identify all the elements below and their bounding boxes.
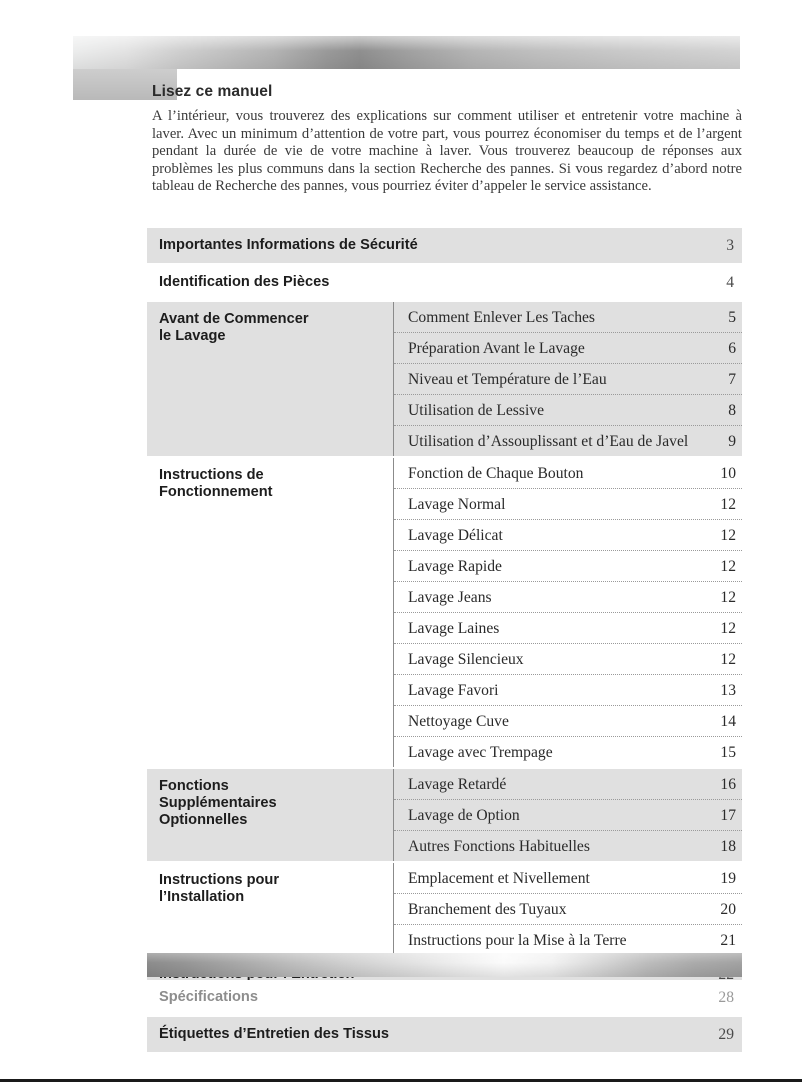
page-bottom-rule [0, 1079, 802, 1082]
toc-entry-autres-fonctions-habituelles[interactable] [394, 831, 742, 861]
toc-entry-title: Nettoyage Cuve [408, 713, 509, 730]
toc-entry-title: Lavage de Option [408, 807, 520, 824]
toc-subitem-list [393, 769, 742, 861]
intro-block [152, 83, 742, 196]
toc-entry-lavage-retarde[interactable] [394, 769, 742, 800]
toc-section-specifications[interactable] [147, 980, 742, 1015]
toc-section-label: Étiquettes d’Entretien des Tissus [159, 1026, 390, 1042]
toc-entry-page-number: 21 [720, 932, 736, 949]
toc-entry-page-number: 12 [720, 558, 736, 575]
toc-entry-page-number: 17 [720, 807, 736, 824]
toc-entry-page-number: 19 [720, 870, 736, 887]
toc-entry-lavage-jeans[interactable] [394, 582, 742, 613]
toc-section-page-number: 3 [726, 236, 734, 254]
toc-entry-page-number: 18 [720, 838, 736, 855]
toc-entry-lavage-de-option[interactable] [394, 800, 742, 831]
toc-entry-title: Lavage Laines [408, 620, 500, 637]
toc-section-label: Avant de Commencer le Lavage [159, 311, 309, 344]
toc-entry-title: Emplacement et Nivellement [408, 870, 590, 887]
toc-subitem-list [393, 458, 742, 767]
toc-section-label: Instructions de Fonctionnement [159, 467, 273, 500]
toc-entry-title: Préparation Avant le Lavage [408, 340, 585, 357]
toc-entry-title: Lavage avec Trempage [408, 744, 553, 761]
toc-section-identification-des-pieces[interactable] [147, 265, 742, 300]
toc-entry-title: Branchement des Tuyaux [408, 901, 567, 918]
toc-section-label: Importantes Informations de Sécurité [159, 237, 418, 253]
toc-entry-lavage-laines[interactable] [394, 613, 742, 644]
toc-subitem-list [393, 302, 742, 456]
toc-section-label: Fonctions Supplémentaires Optionnelles [159, 778, 277, 828]
toc-section-page-number: 4 [726, 273, 734, 291]
toc-section-label: Instructions pour l’Installation [159, 872, 279, 905]
toc-subitem-list [393, 863, 742, 955]
toc-entry-page-number: 9 [728, 433, 736, 450]
toc-entry-branchement-des-tuyaux[interactable] [394, 894, 742, 925]
toc-entry-page-number: 10 [720, 465, 736, 482]
intro-title: Lisez ce manuel [152, 83, 273, 100]
toc-entry-page-number: 14 [720, 713, 736, 730]
toc-entry-fonction-de-chaque-bouton[interactable] [394, 458, 742, 489]
toc-entry-niveau-et-temperature-de-l-eau[interactable] [394, 364, 742, 395]
toc-entry-page-number: 12 [720, 589, 736, 606]
toc-entry-page-number: 8 [728, 402, 736, 419]
toc-entry-page-number: 12 [720, 496, 736, 513]
intro-paragraph: A l’intérieur, vous trouverez des explications sur comment utiliser et entretenir votre machine à laver. Avec un minimum d’attention de votre part, vous pourrez économiser du temps et de l’argent pendant la durée de vie de votre machine à laver. Vous trouverez beaucoup de réponses aux problèmes les plus communs dans la section Recherche des pannes. Si vous regardez d’abord notre tableau de Recherche des pannes, vous pourriez éviter d’appeler le service assistance. [152, 108, 742, 195]
toc-section-etiquettes-d-entretien-des-tissus[interactable] [147, 1017, 742, 1052]
toc-entry-page-number: 6 [728, 340, 736, 357]
toc-entry-page-number: 15 [720, 744, 736, 761]
toc-entry-title: Instructions pour la Mise à la Terre [408, 932, 627, 949]
toc-entry-title: Lavage Silencieux [408, 651, 524, 668]
toc-entry-page-number: 12 [720, 620, 736, 637]
toc-entry-page-number: 5 [728, 309, 736, 326]
toc-entry-lavage-favori[interactable] [394, 675, 742, 706]
toc-entry-instructions-pour-la-mise-a-la-terre[interactable] [394, 925, 742, 955]
toc-entry-title: Lavage Retardé [408, 776, 507, 793]
toc-entry-title: Lavage Favori [408, 682, 499, 699]
toc-entry-page-number: 20 [720, 901, 736, 918]
toc-entry-lavage-rapide[interactable] [394, 551, 742, 582]
toc-entry-title: Utilisation de Lessive [408, 402, 544, 419]
toc-entry-lavage-avec-trempage[interactable] [394, 737, 742, 767]
toc-entry-nettoyage-cuve[interactable] [394, 706, 742, 737]
toc-entry-lavage-normal[interactable] [394, 489, 742, 520]
toc-entry-title: Fonction de Chaque Bouton [408, 465, 584, 482]
toc-entry-page-number: 7 [728, 371, 736, 388]
toc-entry-title: Niveau et Température de l’Eau [408, 371, 607, 388]
toc-entry-emplacement-et-nivellement[interactable] [394, 863, 742, 894]
toc-entry-page-number: 13 [720, 682, 736, 699]
toc-section-label: Identification des Pièces [159, 274, 330, 290]
toc-entry-title: Comment Enlever Les Taches [408, 309, 595, 326]
toc-section-avant-de-commencer-le-lavage[interactable] [147, 302, 742, 456]
table-of-contents [147, 228, 742, 1029]
toc-section-instructions-de-fonctionnement[interactable] [147, 458, 742, 767]
toc-section-page-number: 29 [718, 1025, 734, 1043]
toc-entry-title: Lavage Normal [408, 496, 506, 513]
header-band-shading [73, 36, 740, 69]
toc-entry-lavage-silencieux[interactable] [394, 644, 742, 675]
table-of-contents-bottom [147, 980, 742, 1052]
toc-entry-page-number: 12 [720, 651, 736, 668]
toc-section-fonctions-supplementaires-optionnelles[interactable] [147, 769, 742, 861]
toc-section-page-number: 28 [718, 988, 734, 1006]
toc-entry-lavage-delicat[interactable] [394, 520, 742, 551]
toc-entry-utilisation-d-assouplissant-et-d-eau-de-ja[interactable] [394, 426, 742, 456]
toc-entry-comment-enlever-les-taches[interactable] [394, 302, 742, 333]
toc-entry-title: Lavage Délicat [408, 527, 503, 544]
lower-band-shading [147, 953, 742, 977]
toc-entry-title: Lavage Rapide [408, 558, 502, 575]
toc-entry-preparation-avant-le-lavage[interactable] [394, 333, 742, 364]
toc-entry-utilisation-de-lessive[interactable] [394, 395, 742, 426]
toc-entry-title: Autres Fonctions Habituelles [408, 838, 590, 855]
toc-section-label: Spécifications [159, 989, 258, 1005]
toc-entry-title: Lavage Jeans [408, 589, 492, 606]
toc-entry-page-number: 12 [720, 527, 736, 544]
toc-entry-title: Utilisation d’Assouplissant et d’Eau de Javel [408, 433, 689, 450]
toc-section-importantes-informations-de-securite[interactable] [147, 228, 742, 263]
toc-section-instructions-pour-l-installation[interactable] [147, 863, 742, 955]
toc-entry-page-number: 16 [720, 776, 736, 793]
